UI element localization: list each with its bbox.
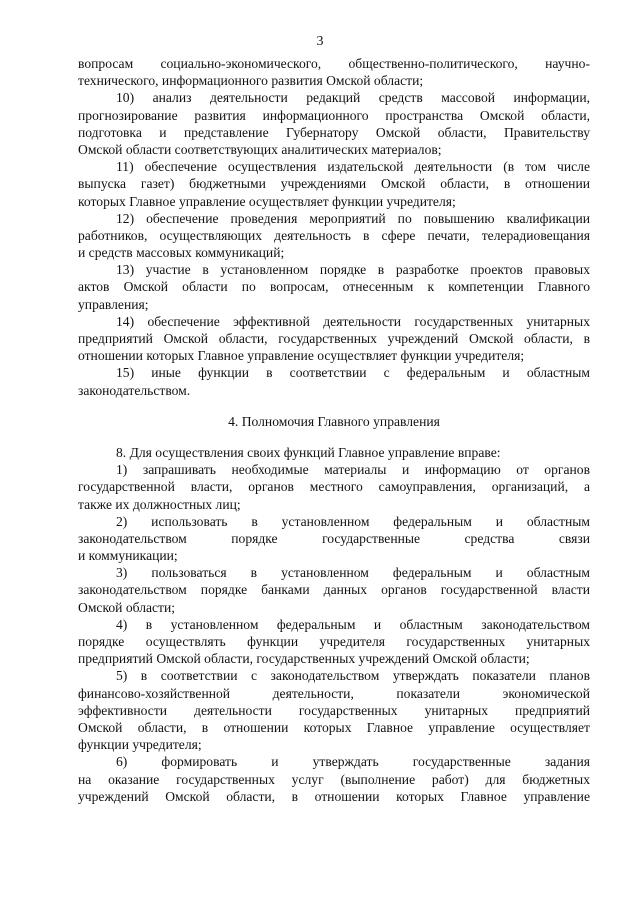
text-line: эффективности деятельности государственных унитарных предприятий: [78, 702, 590, 718]
text-line: предприятий Омской области, государственных учреждений Омской области;: [78, 651, 530, 667]
text-line: 1) запрашивать необходимые материалы и информацию от органов: [116, 462, 590, 478]
text-line: вопросам социально-экономического, общественно-политического, научно-: [78, 56, 590, 71]
text-line: управления;: [78, 296, 149, 312]
text-line: функции учредителя;: [78, 737, 202, 753]
functions-list: [78, 55, 590, 399]
text-line: законодательством порядке государственные средства связи: [78, 530, 590, 546]
text-line: учреждений Омской области, в отношении которых Главное управление: [78, 788, 590, 804]
text-line: 8. Для осуществления своих функций Главное управление вправе:: [116, 444, 501, 460]
text-line: законодательством порядке банками данных органов государственной власти: [78, 582, 590, 598]
text-line: 14) обеспечение эффективной деятельности государственных унитарных: [116, 313, 590, 329]
text-line: 11) обеспечение осуществления издательской деятельности (в том числе: [116, 159, 590, 175]
page-number: 3: [316, 34, 324, 49]
text-line: 2) использовать в установленном федеральным и областным: [116, 513, 590, 529]
text-line: отношении которых Главное управление осуществляет функции учредителя;: [78, 348, 525, 364]
text-line: которых Главное управление осуществляет функции учредителя;: [78, 193, 456, 209]
text-line: прогнозирование развития информационного пространства Омской области,: [78, 107, 590, 123]
text-line: технического, информационного развития Омской области;: [78, 73, 424, 89]
section-heading: 4. Полномочия Главного управления: [228, 413, 440, 429]
text-line: Омской области;: [78, 599, 176, 615]
text-line: предприятий Омской области, государственных учреждений Омской области, в: [78, 331, 590, 346]
text-line: подготовка и представление Губернатору Омской области, Правительству: [78, 124, 590, 140]
text-line: порядке осуществлять функции учредителя государственных унитарных: [78, 634, 590, 649]
text-line: Омской области, в отношении которых Главное управление осуществляет: [78, 719, 590, 735]
text-line: и средств массовых коммуникаций;: [78, 245, 285, 261]
text-line: 13) участие в установленном порядке в разработке проектов правовых: [116, 262, 590, 278]
text-line: также их должностных лиц;: [78, 496, 241, 512]
text-line: 4) в установленном федеральным и областным законодательством: [116, 616, 590, 632]
text-line: финансово-хозяйственной деятельности, показатели экономической: [78, 685, 590, 701]
text-line: на оказание государственных услуг (выполнение работ) для бюджетных: [78, 771, 590, 787]
powers-list: [78, 444, 590, 805]
text-line: 3) пользоваться в установленном федеральным и областным: [116, 565, 590, 581]
text-line: Омской области соответствующих аналитических материалов;: [78, 141, 442, 157]
text-line: и коммуникации;: [78, 548, 178, 564]
text-line: 15) иные функции в соответствии с федеральным и областным: [116, 365, 590, 381]
text-line: 5) в соответствии с законодательством утверждать показатели планов: [116, 668, 590, 684]
text-line: 6) формировать и утверждать государственные задания: [116, 754, 590, 770]
text-line: государственной власти, органов местного самоуправления, организаций, а: [78, 479, 590, 495]
text-line: выпуска газет) бюджетными учреждениями Омской области, в отношении: [78, 176, 590, 192]
document-body: [78, 55, 590, 805]
text-line: работников, осуществляющих деятельность в сфере печати, телерадиовещания: [78, 227, 590, 243]
text-line: актов Омской области по вопросам, отнесенным к компетенции Главного: [78, 279, 590, 295]
text-line: 12) обеспечение проведения мероприятий по повышению квалификации: [116, 210, 590, 226]
text-line: 10) анализ деятельности редакций средств массовой информации,: [116, 90, 590, 106]
text-line: законодательством.: [78, 382, 191, 398]
